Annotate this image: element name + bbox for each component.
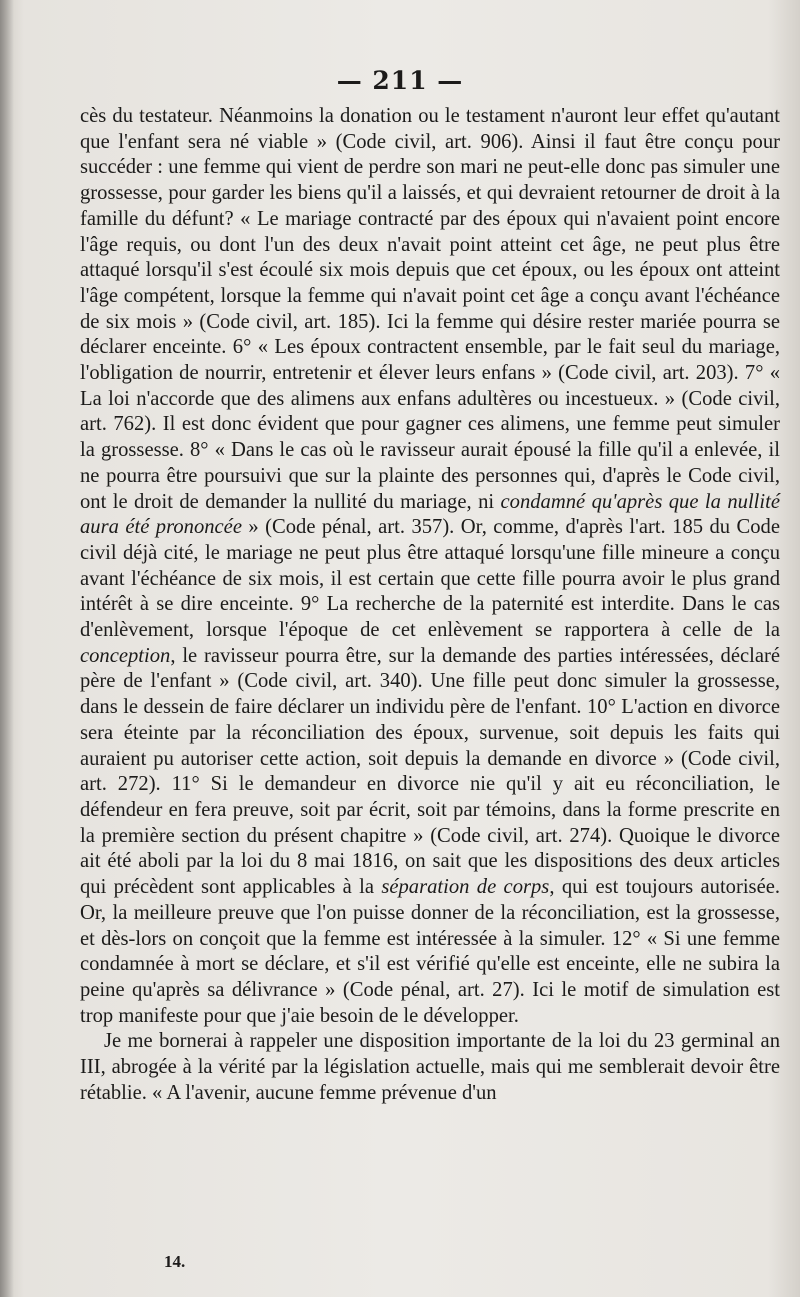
paragraph [80,1029,780,1106]
body-text [80,104,780,1106]
text-run: cès du testateur. Néanmoins la donation ou le testament n'auront leur effet qu'autant que l'enfant sera né viable » (Code civil, art. 906). Ainsi il faut être conçu pour succéder : une femme qui vient de perdre son mari ne peut-elle donc pas simuler une grossesse, pour garder les biens qu'il a laissés, et qui devraient retourner de droit à la famille du défunt? « Le mariage contracté par des époux qui n'avaient point encore l'âge requis, ou dont l'un des deux n'avait point atteint cet âge, ne peut plus être attaqué lorsqu'il s'est écoulé six mois depuis que cet époux, ou les époux ont atteint l'âge compétent, lorsque la femme qui n'avait point cet âge a conçu avant l'échéance de six mois » (Code civil, art. 185). Ici la femme qui désire rester mariée pourra se déclarer enceinte. 6° « Les époux contractent ensemble, par le fait seul du mariage, l'obligation de nourrir, entretenir et élever leurs enfans » (Code civil, art. 203). 7° « La loi n'accorde que des alimens aux enfans adultères ou incestueux. » (Code civil, art. 762). Il est donc évident que pour gagner ces alimens, une femme peut simuler la grossesse. 8° « Dans le cas où le ravisseur aurait épousé la fille qu'il a enlevée, il ne pourra être poursuivi que sur la plainte des personnes qui, d'après le Code civil, ont le droit de demander la nullité du mariage, ni [80,105,780,513]
italic-run: séparation de corps [381,876,550,899]
text-run: , le ravisseur pourra être, sur la demande des parties intéressées, déclaré père de l'enfant » (Code civil, art. 340). Une fille peut donc simuler la grossesse, dans le dessein de faire déclarer un individu père de l'enfant. 10° L'action en divorce sera éteinte par la réconciliation des époux, survenue, soit depuis les faits qui auraient pu autoriser cette action, soit depuis la demande en divorce » (Code civil, art. 272). 11° Si le demandeur en divorce nie qu'il y ait eu réconciliation, le défendeur en fera preuve, soit par écrit, soit par témoins, dans la forme prescrite en la première section du présent chapitre » (Code civil, art. 274). Quoique le divorce ait été aboli par la loi du 8 mai 1816, on sait que les dispositions des deux articles qui précèdent sont applicables à la [80,644,780,899]
signature-mark: 14. [164,1252,186,1271]
paragraph [80,104,780,1029]
italic-run: conception [80,644,171,667]
italic-run: condamné qu'après que la nullité aura été prononcée [80,490,780,539]
text-run: , qui est toujours autorisée. Or, la meilleure preuve que l'on puisse donner de la réconciliation, est la grossesse, et dès-lors on conçoit que la femme est intéressée à la simuler. 12° « Si une femme condamnée à mort se déclare, et s'il est vérifié qu'elle est enceinte, elle ne subira la peine qu'après sa délivrance » (Code pénal, art. 27). Ici le motif de simulation est trop manifeste pour que j'aie besoin de le développer. [80,876,781,1027]
text-run: Je me bornerai à rappeler une disposition importante de la loi du 23 germinal an III, abrogée à la vérité par la législation actuelle, mais qui me semblerait devoir être rétablie. « A l'avenir, aucune femme prévenue d'un [80,1030,780,1104]
text-run: » (Code pénal, art. 357). Or, comme, d'après l'art. 185 du Code civil déjà cité, le mariage ne peut plus être attaqué lorsqu'une fille mineure a conçu avant l'échéance de six mois, il est certain que cette fille pourra avoir le plus grand intérêt à se dire enceinte. 9° La recherche de la paternité est interdite. Dans le cas d'enlèvement, lorsque l'époque de cet enlèvement se rapportera à celle de la [80,516,780,642]
page-number: — 211 — [336,66,464,95]
